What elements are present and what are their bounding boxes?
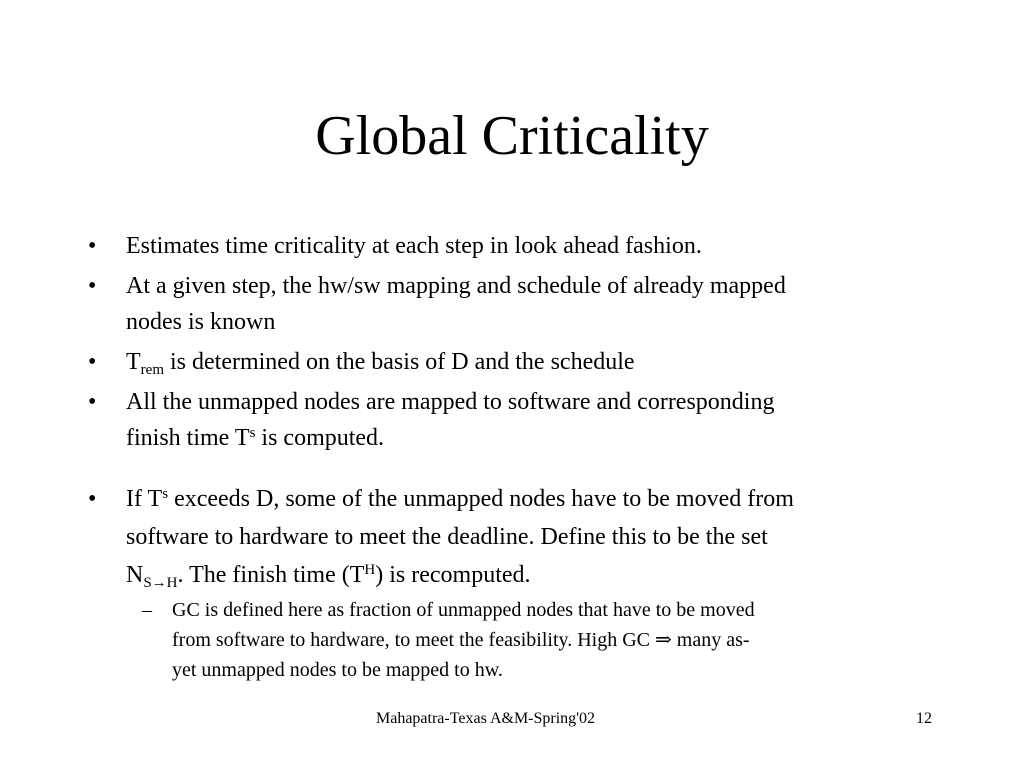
sub-bullet-item bbox=[142, 595, 932, 685]
footer-center-text: Mahapatra-Texas A&M-Spring'02 bbox=[376, 710, 596, 727]
s-superscript: s bbox=[249, 425, 256, 441]
s-to-h-subscript: S→H bbox=[143, 575, 178, 591]
s-superscript: s bbox=[162, 486, 169, 502]
sub-bullet-line-1: GC is defined here as fraction of unmapped nodes that have to be moved bbox=[172, 599, 755, 621]
bullet-item-1 bbox=[88, 228, 926, 264]
sub-bullet-line-3: yet unmapped nodes to be mapped to hw. bbox=[172, 659, 503, 681]
bullet-text-line-1: All the unmapped nodes are mapped to software and corresponding bbox=[126, 389, 775, 415]
bullet-text-line-3a: N bbox=[126, 562, 144, 588]
t-symbol: T bbox=[126, 349, 141, 375]
bullet-text-line-1b: exceeds D, some of the unmapped nodes have to be moved from bbox=[168, 486, 794, 512]
bullet-text: is determined on the basis of D and the schedule bbox=[164, 349, 635, 375]
bullet-item-5 bbox=[88, 480, 926, 594]
bullet-text-line-1: At a given step, the hw/sw mapping and schedule of already mapped bbox=[126, 273, 786, 299]
h-superscript: H bbox=[364, 562, 376, 578]
dash-glyph: – bbox=[142, 599, 152, 621]
bullet-text-line-3c: ) is recomputed. bbox=[375, 562, 531, 588]
bullet-text-line-2a: finish time T bbox=[126, 425, 250, 451]
bullet-text-line-2b: is computed. bbox=[255, 425, 385, 451]
rem-subscript: rem bbox=[140, 362, 164, 378]
bullet-item-3 bbox=[88, 344, 926, 380]
sub-bullet-line-2b: many as- bbox=[671, 629, 750, 651]
sub-bullet-line-2a: from software to hardware, to meet the feasibility. High GC bbox=[172, 629, 656, 651]
implies-icon: ⇒ bbox=[655, 629, 672, 651]
bullet-text: Estimates time criticality at each step in look ahead fashion. bbox=[126, 233, 702, 259]
slide-title: Global Criticality bbox=[315, 105, 709, 167]
bullet-glyph: • bbox=[88, 349, 97, 375]
bullet-glyph: • bbox=[88, 486, 97, 512]
bullet-text-line-2: software to hardware to meet the deadline. Define this to be the set bbox=[126, 524, 768, 550]
bullet-text-line-1a: If T bbox=[126, 486, 163, 512]
bullet-text-line-2: nodes is known bbox=[126, 309, 276, 335]
bullet-text-line-3b: . The finish time (T bbox=[177, 562, 365, 588]
bullet-glyph: • bbox=[88, 389, 97, 415]
page-number: 12 bbox=[916, 710, 932, 727]
bullet-item-4 bbox=[88, 384, 926, 456]
bullet-item-2 bbox=[88, 268, 926, 340]
bullet-glyph: • bbox=[88, 273, 97, 299]
bullet-glyph: • bbox=[88, 233, 97, 259]
